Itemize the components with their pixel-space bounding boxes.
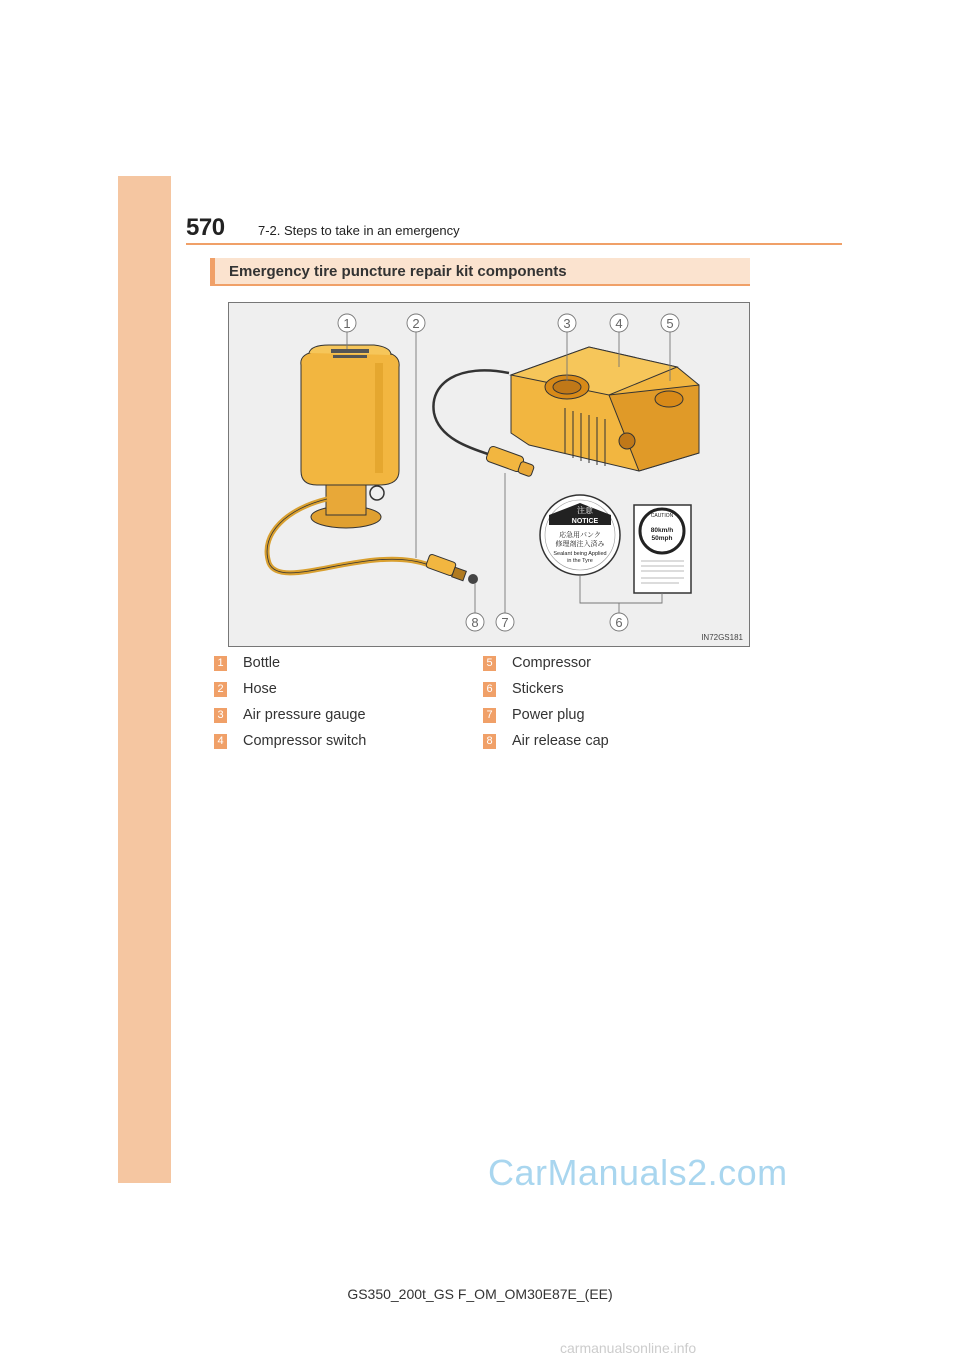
legend-number: 1 [214,656,227,671]
legend-label: Compressor [512,655,591,671]
legend-item [483,652,591,674]
footer-document-code: GS350_200t_GS F_OM_OM30E87E_(EE) [347,1286,613,1302]
component-legend [214,652,754,772]
legend-label: Bottle [243,655,281,671]
legend-item [214,652,280,674]
watermark: CarManuals2.com [488,1152,788,1193]
callout-6-label: 6 [615,615,623,630]
section-heading [210,258,750,286]
legend-item [214,678,277,700]
section-heading-text: Emergency tire puncture repair kit components [229,263,567,280]
legend-number: 4 [214,734,227,749]
callout-8-label: 8 [471,615,479,630]
callout-5-label: 5 [666,316,674,331]
kit-drawing [229,303,749,646]
side-tab-strip [118,176,171,1183]
legend-number: 5 [483,656,496,671]
figure-code: IN72GS181 [701,633,743,642]
legend-item [214,730,366,752]
legend-label: Hose [243,681,277,697]
notice-title-jp: 注意 [577,506,593,515]
header-rule [186,243,842,245]
callout-2 [407,314,425,332]
legend-number: 3 [214,708,227,723]
legend-number: 8 [483,734,496,749]
page-number: 570 [186,214,225,241]
notice-line-en1: Sealant being Applied [553,551,607,557]
legend-label: Air pressure gauge [243,707,366,723]
callout-8 [466,613,484,631]
legend-item [483,678,564,700]
legend-number: 2 [214,682,227,697]
legend-label: Compressor switch [243,733,367,749]
watermark-secondary: carmanualsonline.info [560,1340,697,1356]
caution-sticker [634,505,691,593]
callout-7-label: 7 [501,615,509,630]
caution-speed-kmh: 80km/h [650,527,674,534]
callout-1-label: 1 [343,316,351,331]
legend-label: Power plug [512,707,585,723]
callout-6 [610,613,628,631]
legend-number: 7 [483,708,496,723]
power-plug-illustration [485,445,534,477]
notice-line-jp1: 応急用パンク [559,531,601,539]
compressor-illustration [511,347,699,471]
callout-1 [338,314,356,332]
legend-number: 6 [483,682,496,697]
legend-item [483,730,609,752]
notice-line-jp2: 修理剤注入済み [555,540,605,548]
callout-3 [558,314,576,332]
callout-7 [496,613,514,631]
legend-item [214,704,366,726]
repair-kit-illustration [228,302,750,647]
caution-title: CAUTION [650,513,674,519]
section-title: 7-2. Steps to take in an emergency [258,223,460,238]
callout-2-label: 2 [412,316,420,331]
air-release-cap-illustration [425,554,478,584]
caution-speed-mph: 50mph [651,535,673,542]
legend-label: Air release cap [512,733,609,749]
notice-sticker [540,495,620,575]
notice-title-en: NOTICE [571,518,599,525]
callout-5 [661,314,679,332]
callout-3-label: 3 [563,316,571,331]
legend-label: Stickers [512,681,564,697]
legend-item [483,704,585,726]
callout-4-label: 4 [615,316,623,331]
notice-line-en2: in the Tyre [567,558,593,564]
callout-4 [610,314,628,332]
